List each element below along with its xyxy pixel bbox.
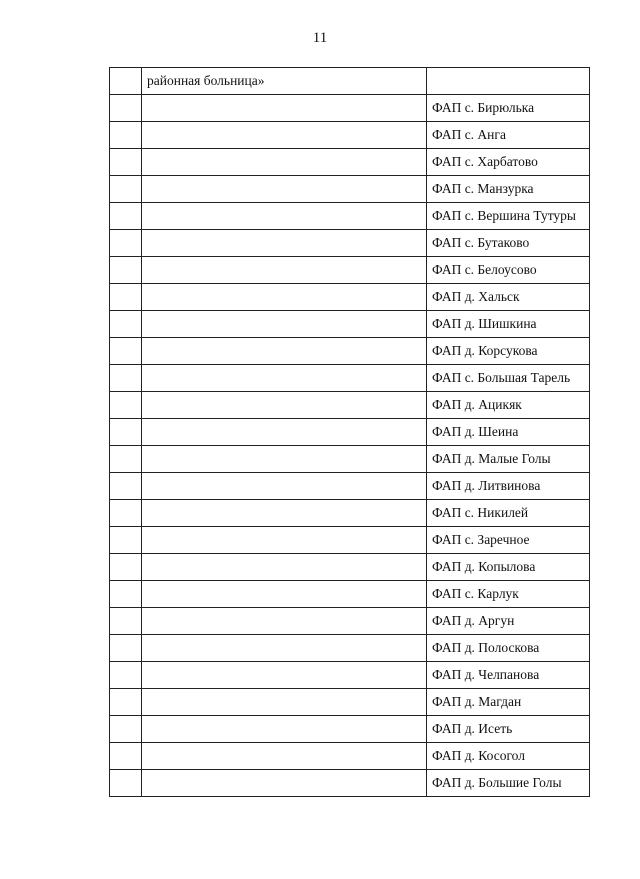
organization-cell <box>142 743 427 770</box>
table-row <box>110 419 590 446</box>
organization-cell <box>142 230 427 257</box>
row-number-cell <box>110 500 142 527</box>
organization-cell <box>142 311 427 338</box>
row-number-cell <box>110 473 142 500</box>
table-row <box>110 257 590 284</box>
organization-cell <box>142 581 427 608</box>
row-number-cell <box>110 419 142 446</box>
row-number-cell <box>110 68 142 95</box>
facility-cell: ФАП с. Анга <box>427 122 590 149</box>
organization-cell <box>142 419 427 446</box>
facility-cell: ФАП д. Косогол <box>427 743 590 770</box>
organization-cell <box>142 716 427 743</box>
table-row <box>110 554 590 581</box>
organization-cell <box>142 689 427 716</box>
table-row <box>110 311 590 338</box>
facility-cell: ФАП с. Белоусово <box>427 257 590 284</box>
facility-cell: ФАП д. Исеть <box>427 716 590 743</box>
row-number-cell <box>110 311 142 338</box>
facility-table-body <box>110 68 590 797</box>
row-number-cell <box>110 257 142 284</box>
organization-cell <box>142 527 427 554</box>
table-row <box>110 662 590 689</box>
organization-cell <box>142 257 427 284</box>
facility-cell <box>427 68 590 95</box>
table-row <box>110 473 590 500</box>
facility-cell: ФАП с. Большая Тарель <box>427 365 590 392</box>
organization-cell <box>142 365 427 392</box>
table-row <box>110 392 590 419</box>
organization-cell <box>142 635 427 662</box>
table-row <box>110 716 590 743</box>
table-row <box>110 689 590 716</box>
table-row <box>110 527 590 554</box>
facility-cell: ФАП д. Магдан <box>427 689 590 716</box>
organization-cell <box>142 554 427 581</box>
row-number-cell <box>110 446 142 473</box>
organization-cell <box>142 500 427 527</box>
organization-cell <box>142 662 427 689</box>
table-row <box>110 149 590 176</box>
row-number-cell <box>110 770 142 797</box>
row-number-cell <box>110 581 142 608</box>
organization-cell <box>142 149 427 176</box>
table-row <box>110 365 590 392</box>
facility-cell: ФАП д. Малые Голы <box>427 446 590 473</box>
table-row <box>110 176 590 203</box>
facility-cell: ФАП д. Литвинова <box>427 473 590 500</box>
row-number-cell <box>110 284 142 311</box>
row-number-cell <box>110 716 142 743</box>
row-number-cell <box>110 527 142 554</box>
facility-cell: ФАП д. Шеина <box>427 419 590 446</box>
table-row <box>110 68 590 95</box>
facility-cell: ФАП д. Корсукова <box>427 338 590 365</box>
row-number-cell <box>110 635 142 662</box>
table-row <box>110 608 590 635</box>
row-number-cell <box>110 743 142 770</box>
row-number-cell <box>110 689 142 716</box>
facility-cell: ФАП с. Никилей <box>427 500 590 527</box>
facility-cell: ФАП д. Аргун <box>427 608 590 635</box>
table-row <box>110 635 590 662</box>
organization-cell <box>142 392 427 419</box>
table-row <box>110 581 590 608</box>
organization-cell <box>142 203 427 230</box>
facility-cell: ФАП д. Большие Голы <box>427 770 590 797</box>
organization-cell <box>142 770 427 797</box>
organization-cell <box>142 122 427 149</box>
table-row <box>110 446 590 473</box>
table-row <box>110 203 590 230</box>
facility-cell: ФАП с. Харбатово <box>427 149 590 176</box>
row-number-cell <box>110 608 142 635</box>
facility-cell: ФАП д. Ацикяк <box>427 392 590 419</box>
organization-cell <box>142 176 427 203</box>
facility-cell: ФАП д. Полоскова <box>427 635 590 662</box>
table-row <box>110 338 590 365</box>
organization-cell <box>142 608 427 635</box>
facility-table <box>109 67 590 797</box>
organization-cell <box>142 95 427 122</box>
table-row <box>110 500 590 527</box>
facility-cell: ФАП с. Бирюлька <box>427 95 590 122</box>
facility-cell: ФАП с. Бутаково <box>427 230 590 257</box>
row-number-cell <box>110 662 142 689</box>
row-number-cell <box>110 122 142 149</box>
row-number-cell <box>110 338 142 365</box>
row-number-cell <box>110 230 142 257</box>
table-row <box>110 230 590 257</box>
organization-cell <box>142 338 427 365</box>
facility-cell: ФАП д. Копылова <box>427 554 590 581</box>
row-number-cell <box>110 554 142 581</box>
table-row <box>110 122 590 149</box>
organization-cell <box>142 473 427 500</box>
row-number-cell <box>110 203 142 230</box>
facility-cell: ФАП с. Заречное <box>427 527 590 554</box>
facility-cell: ФАП д. Шишкина <box>427 311 590 338</box>
facility-cell: ФАП с. Манзурка <box>427 176 590 203</box>
row-number-cell <box>110 392 142 419</box>
organization-cell <box>142 284 427 311</box>
table-row <box>110 284 590 311</box>
table-row <box>110 743 590 770</box>
organization-cell <box>142 446 427 473</box>
page-number: 11 <box>312 30 328 46</box>
facility-cell: ФАП д. Хальск <box>427 284 590 311</box>
table-row <box>110 770 590 797</box>
row-number-cell <box>110 176 142 203</box>
table-row <box>110 95 590 122</box>
facility-cell: ФАП д. Челпанова <box>427 662 590 689</box>
organization-cell: районная больница» <box>142 68 427 95</box>
row-number-cell <box>110 365 142 392</box>
row-number-cell <box>110 95 142 122</box>
row-number-cell <box>110 149 142 176</box>
facility-cell: ФАП с. Вершина Тутуры <box>427 203 590 230</box>
facility-cell: ФАП с. Карлук <box>427 581 590 608</box>
